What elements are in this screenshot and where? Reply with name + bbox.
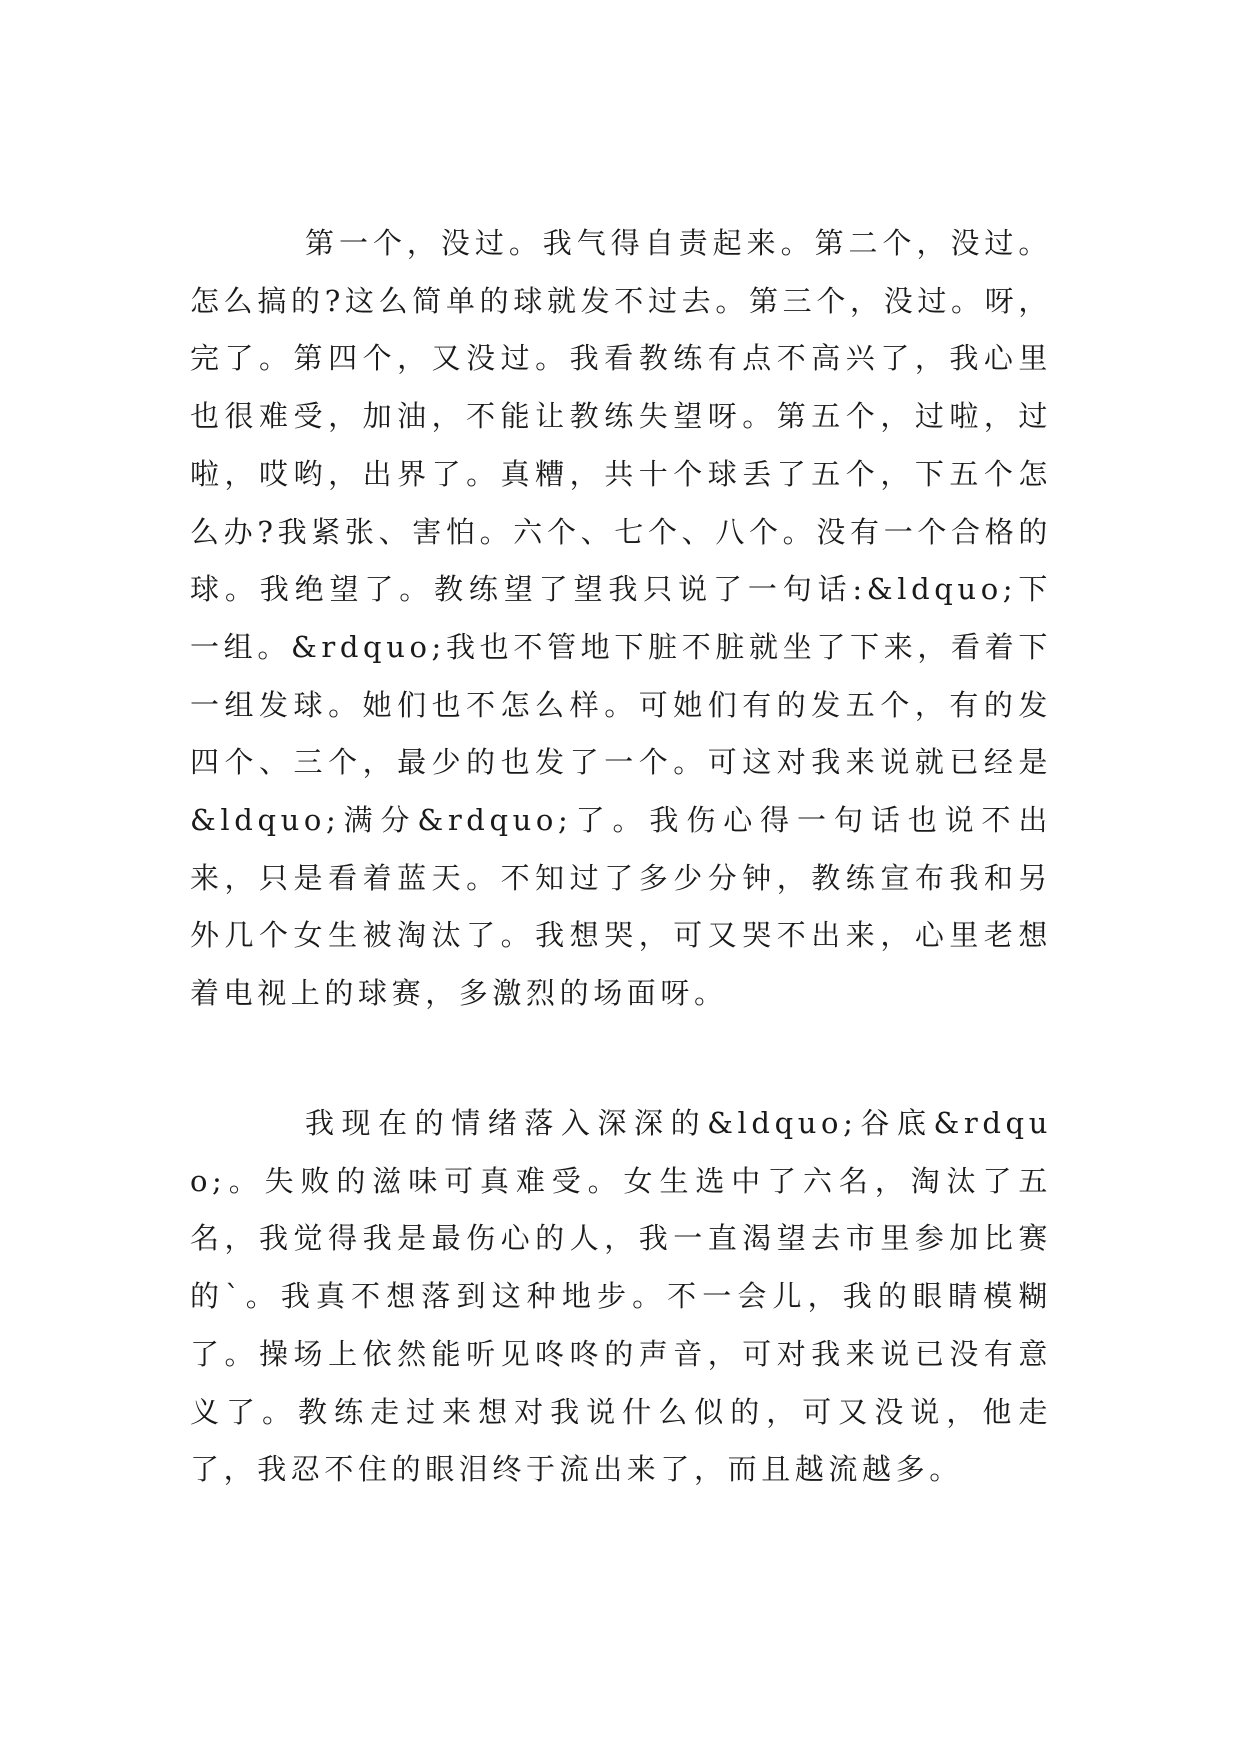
paragraph-2: 我现在的情绪落入深深的&ldquo;谷底&rdquo;。失败的滋味可真难受。女生选中了六名，淘汰了五名，我觉得我是最伤心的人，我一直渴望去市里参加比赛的`。我真不想落到这种地步。不一会儿，我的眼睛模糊了。操场上依然能听见咚咚的声音，可对我来说已没有意义了。教练走过来想对我说什么似的，可又没说，他走了，我忍不住的眼泪终于流出来了，而且越流越多。 <box>190 1106 1052 1487</box>
paragraph-1: 第一个，没过。我气得自责起来。第二个，没过。怎么搞的?这么简单的球就发不过去。第三个，没过。呀，完了。第四个，又没过。我看教练有点不高兴了，我心里也很难受，加油，不能让教练失望呀。第五个，过啦，过啦，哎哟，出界了。真糟，共十个球丢了五个，下五个怎么办?我紧张、害怕。六个、七个、八个。没有一个合格的球。我绝望了。教练望了望我只说了一句话:&ldquo;下一组。&rdquo;我也不管地下脏不脏就坐了下来，看着下一组发球。她们也不怎么样。可她们有的发五个，有的发四个、三个，最少的也发了一个。可这对我来说就已经是&ldquo;满分&rdquo;了。我伤心得一句话也说不出来，只是看着蓝天。不知过了多少分钟，教练宣布我和另外几个女生被淘汰了。我想哭，可又哭不出来，心里老想着电视上的球赛，多激烈的场面呀。 <box>190 226 1052 1011</box>
